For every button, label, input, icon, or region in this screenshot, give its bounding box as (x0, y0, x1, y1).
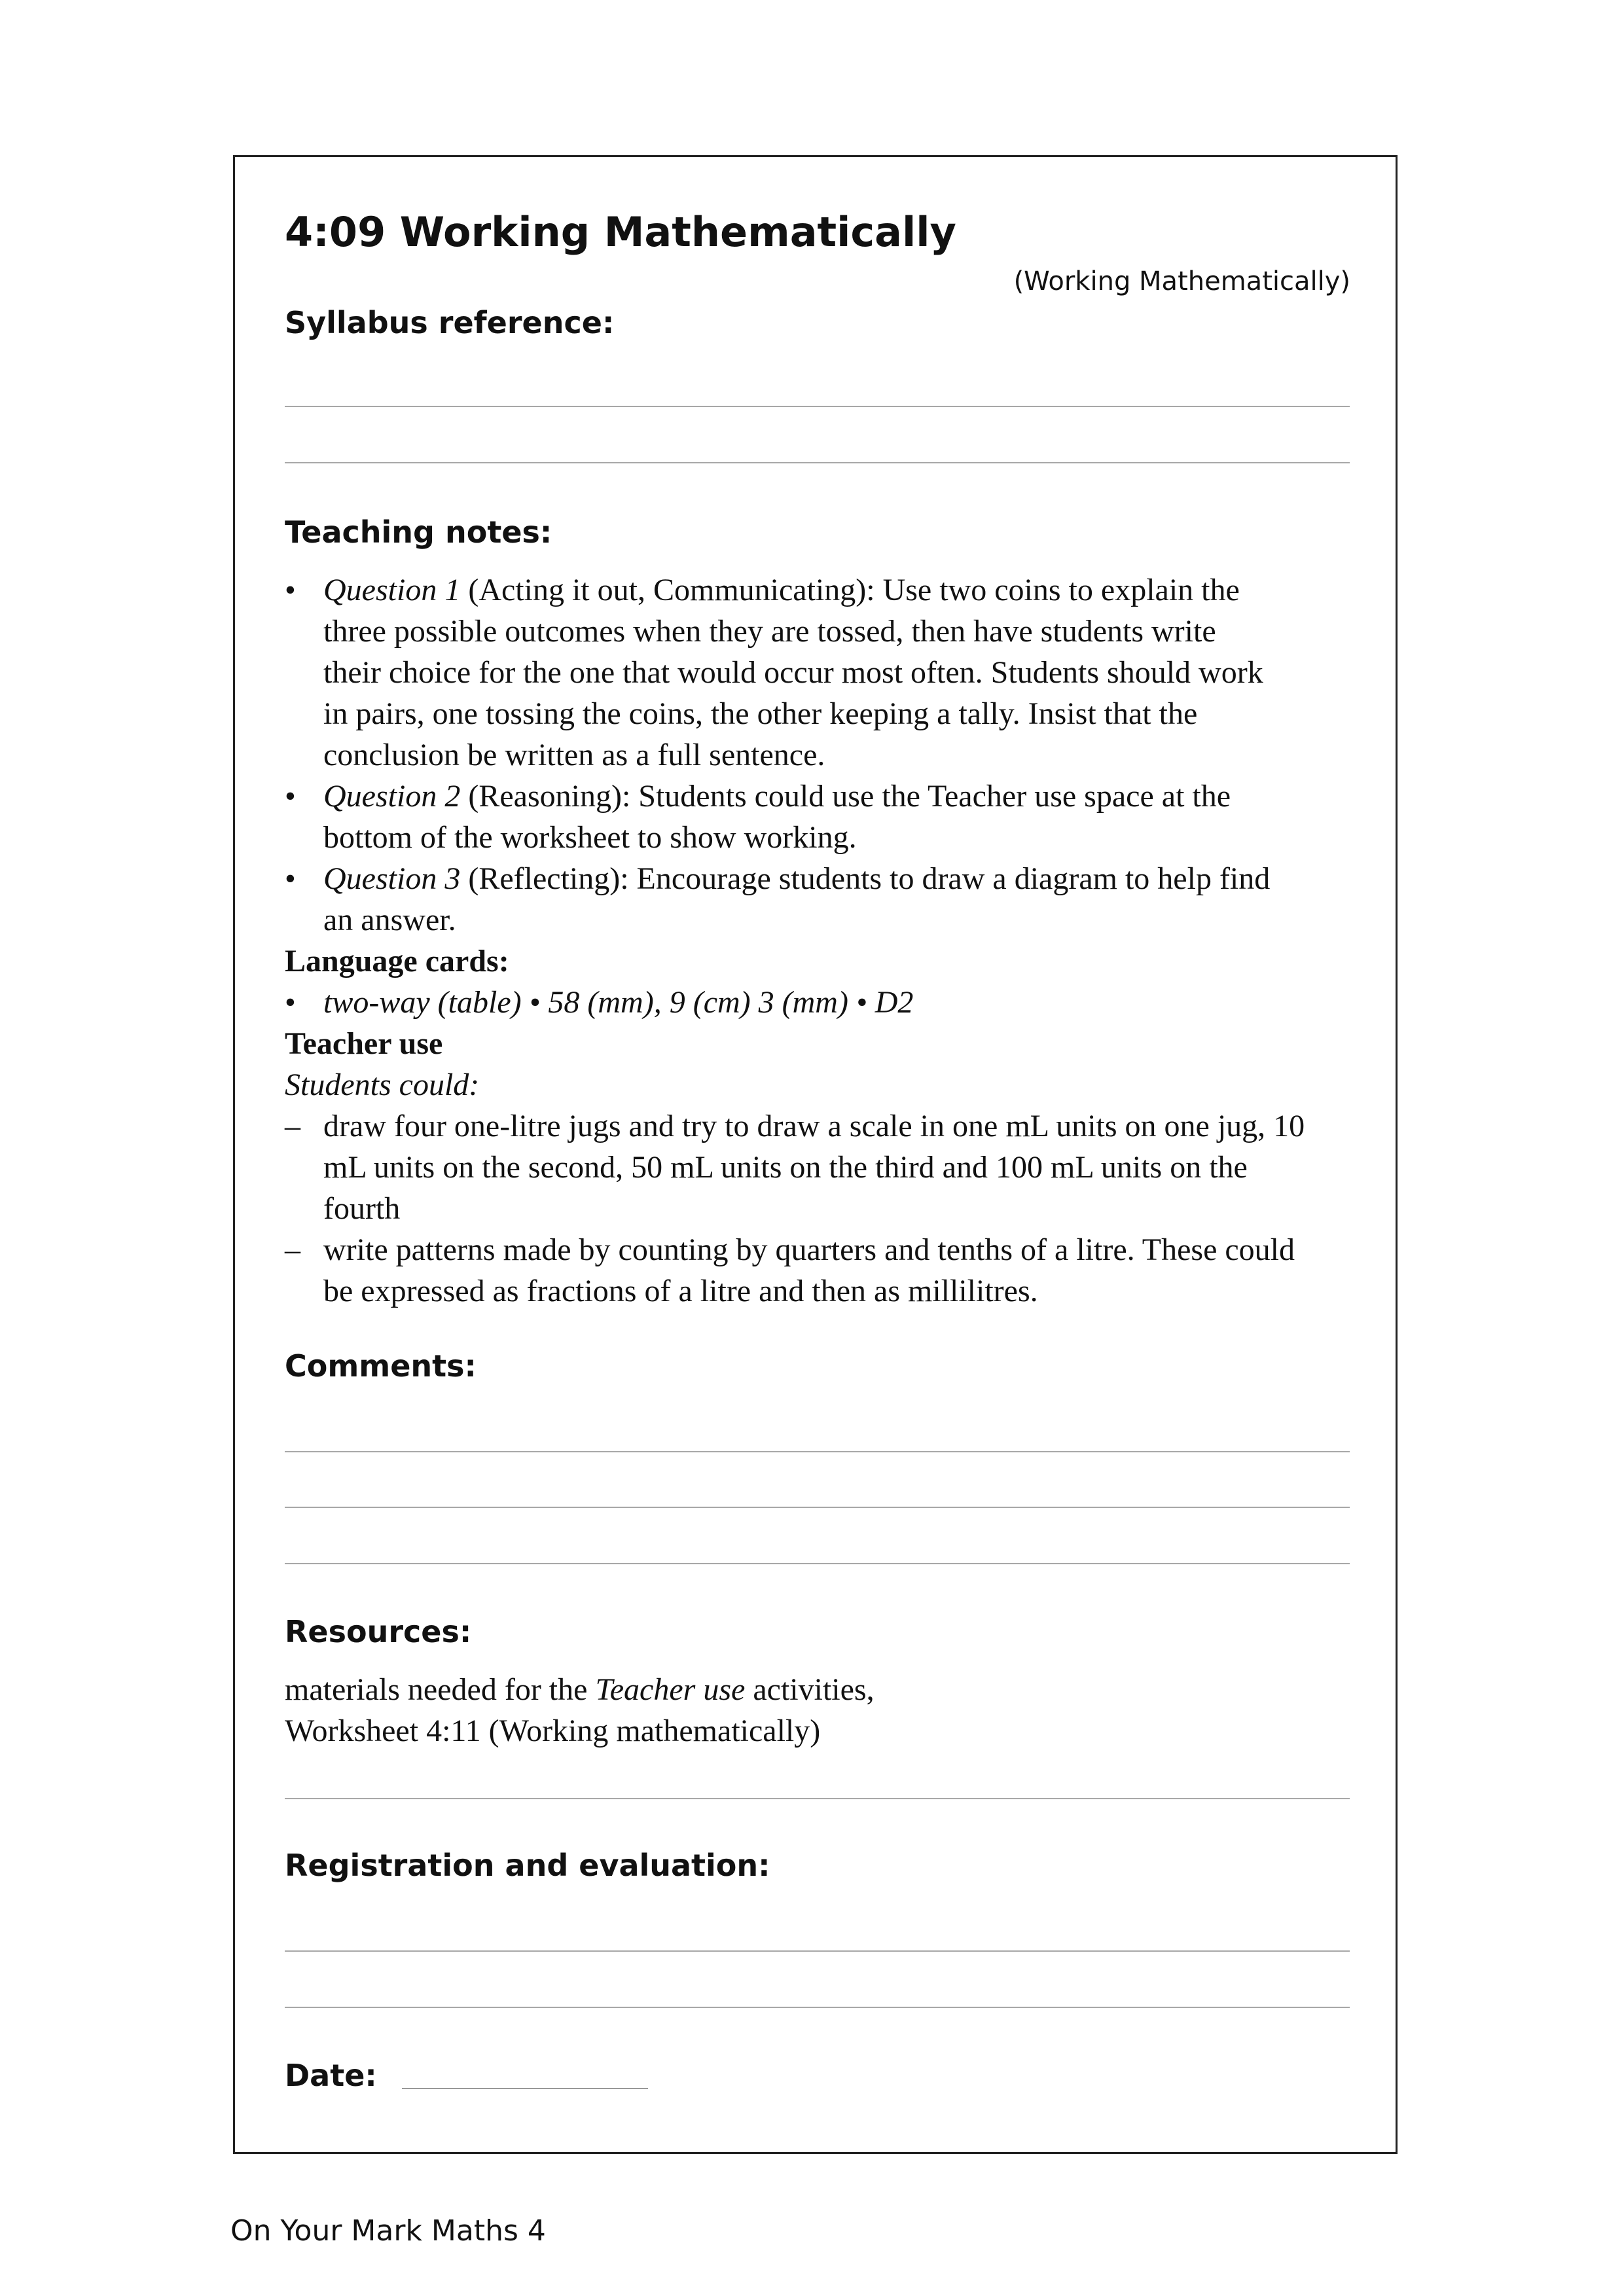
resources-heading: Resources: (285, 1614, 472, 1649)
date-label: Date: (285, 2058, 377, 2093)
q2-line-2: bottom of the worksheet to show working. (323, 820, 857, 855)
teaching-notes-heading: Teaching notes: (285, 514, 552, 550)
comments-line-2[interactable] (285, 1507, 1350, 1508)
strand-label: (Working Mathematically) (1013, 266, 1350, 296)
bullet-icon: • (285, 779, 296, 814)
question-2-note (323, 776, 1358, 858)
activity-1 (323, 1105, 1358, 1229)
comments-heading: Comments: (285, 1348, 477, 1384)
activity-2-line-2: be expressed as fractions of a litre and then as millilitres. (323, 1274, 1038, 1308)
question-2-label: Question 2 (323, 779, 461, 814)
students-could-label (285, 1064, 479, 1105)
students-could-text: Students could: (285, 1067, 480, 1102)
dash-icon: – (285, 1109, 300, 1143)
dash-icon: – (285, 1232, 300, 1267)
q1-line-3: their choice for the one that would occur most often. Students should work (323, 655, 1263, 690)
syllabus-reference-heading: Syllabus reference: (285, 305, 615, 340)
activity-1-line-3: fourth (323, 1191, 401, 1226)
q2-line-1: (Reasoning): Students could use the Teacher use space at the (460, 779, 1231, 814)
comments-line-1[interactable] (285, 1451, 1350, 1452)
language-cards-list (323, 982, 1358, 1023)
q1-line-4: in pairs, one tossing the coins, the other keeping a tally. Insist that the (323, 696, 1198, 731)
bullet-icon: • (285, 985, 296, 1020)
activity-1-line-1: draw four one-litre jugs and try to draw a scale in one mL units on one jug, 10 (323, 1109, 1305, 1143)
footer-text: On Your Mark Maths 4 (230, 2214, 546, 2248)
date-field[interactable] (402, 2088, 648, 2089)
bullet-icon: • (285, 573, 296, 607)
resources-line[interactable] (285, 1798, 1350, 1799)
resources-line-2: Worksheet 4:11 (Working mathematically) (285, 1713, 821, 1748)
question-3-note (323, 858, 1358, 941)
registration-heading: Registration and evaluation: (285, 1848, 770, 1883)
question-1-note (323, 569, 1358, 776)
resources-line-1-start: materials needed for the (285, 1672, 596, 1707)
bullet-icon: • (285, 861, 296, 896)
q1-line-5: conclusion be written as a full sentence. (323, 738, 825, 772)
resources-teacher-use: Teacher use (595, 1672, 746, 1707)
activity-1-line-2: mL units on the second, 50 mL units on the third and 100 mL units on the (323, 1150, 1248, 1185)
activity-2 (323, 1229, 1358, 1312)
language-cards-text: two-way (table) • 58 (mm), 9 (cm) 3 (mm) • D2 (323, 985, 914, 1020)
question-1-label: Question 1 (323, 573, 461, 607)
syllabus-line-2[interactable] (285, 462, 1350, 463)
syllabus-line-1[interactable] (285, 406, 1350, 407)
q1-line-2: three possible outcomes when they are tossed, then have students write (323, 614, 1216, 649)
q3-line-2: an answer. (323, 903, 456, 937)
page-title: 4:09 Working Mathematically (285, 208, 956, 256)
registration-line-1[interactable] (285, 1950, 1350, 1952)
q1-line-1: (Acting it out, Communicating): Use two coins to explain the (460, 573, 1240, 607)
language-cards-heading: Language cards: (285, 944, 509, 978)
q3-line-1: (Reflecting): Encourage students to draw a diagram to help find (460, 861, 1271, 896)
teacher-use-heading: Teacher use (285, 1026, 443, 1061)
activity-2-line-1: write patterns made by counting by quarters and tenths of a litre. These could (323, 1232, 1295, 1267)
comments-line-3[interactable] (285, 1563, 1350, 1564)
registration-line-2[interactable] (285, 2007, 1350, 2008)
question-3-label: Question 3 (323, 861, 461, 896)
resources-text (285, 1669, 875, 1751)
resources-line-1-end: activities, (745, 1672, 875, 1707)
